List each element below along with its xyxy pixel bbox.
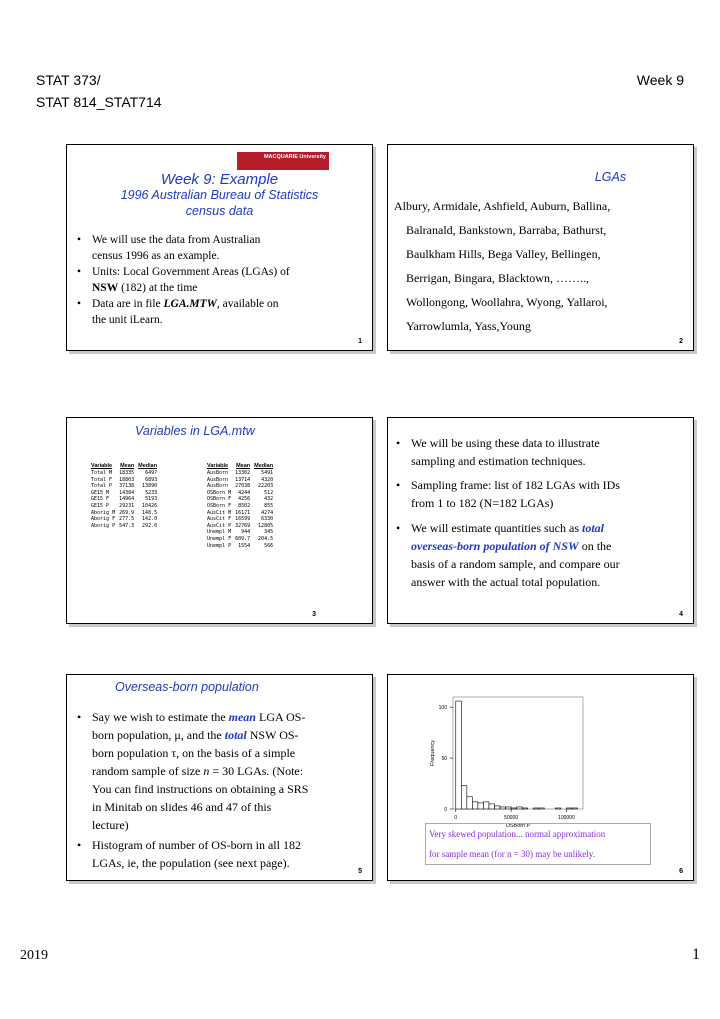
bullet-text: Units: Local Government Areas (LGAs) of bbox=[92, 266, 290, 278]
bullet-text: You can find instructions on obtaining a SRS bbox=[92, 782, 309, 796]
bullet-text: = 30 LGAs. (Note: bbox=[212, 764, 304, 778]
table-row bbox=[207, 503, 277, 510]
table-row bbox=[207, 516, 277, 523]
median-cell: 142.0 bbox=[142, 516, 158, 523]
table-row bbox=[207, 543, 277, 550]
total-emphasis: total bbox=[582, 521, 605, 535]
y-tick-label: 50 bbox=[441, 756, 447, 763]
table-row bbox=[91, 483, 161, 490]
bullet-text: on the bbox=[581, 539, 612, 553]
col-header: Median bbox=[138, 463, 158, 469]
median-cell: 292.0 bbox=[142, 522, 158, 529]
table-row bbox=[207, 523, 277, 530]
median-cell: 855 bbox=[264, 502, 274, 509]
mean-cell: 37138 bbox=[119, 483, 135, 490]
histogram-bar bbox=[472, 802, 478, 809]
x-axis-label: OSBorn P bbox=[505, 823, 531, 829]
median-cell: 6893 bbox=[145, 476, 158, 483]
histogram-bar bbox=[511, 808, 517, 809]
median-cell: 13890 bbox=[142, 483, 158, 490]
slide-4 bbox=[387, 417, 694, 624]
y-axis-label: Frequency bbox=[430, 740, 436, 766]
histogram-bar bbox=[566, 808, 572, 809]
median-cell: 345 bbox=[264, 529, 274, 536]
median-cell: 6497 bbox=[145, 470, 158, 476]
slide-2 bbox=[387, 144, 694, 351]
histogram-bar bbox=[506, 807, 512, 809]
mean-cell: 609.7 bbox=[235, 535, 251, 542]
y-tick-label: 0 bbox=[444, 807, 447, 813]
table-row bbox=[207, 496, 277, 503]
histogram-bar bbox=[461, 786, 467, 809]
slide-1-subtitle-line-2: census data bbox=[185, 204, 254, 218]
histogram-bar bbox=[555, 808, 561, 809]
col-header: Mean bbox=[120, 463, 135, 469]
lga-line: Berrigan, Bingara, Blacktown, …….., bbox=[406, 271, 589, 285]
mean-cell: 13302 bbox=[235, 470, 251, 476]
table-row bbox=[207, 536, 277, 543]
table-row bbox=[207, 470, 277, 477]
course-line-1: STAT 373/ bbox=[36, 72, 101, 88]
histogram-bar bbox=[494, 806, 500, 809]
footer-year: 2019 bbox=[20, 948, 48, 963]
mean-emphasis: mean bbox=[228, 710, 256, 724]
slide-3 bbox=[66, 417, 373, 624]
bullet-text: born population, μ, and the bbox=[92, 728, 222, 742]
mean-cell: 14384 bbox=[119, 489, 135, 496]
lga-line: Albury, Armidale, Ashfield, Auburn, Ballina, bbox=[394, 199, 611, 213]
bullet-text: Sampling frame: list of 182 LGAs with IDs bbox=[411, 478, 620, 492]
histogram-bar bbox=[517, 807, 523, 809]
bullet-text: in Minitab on slides 46 and 47 of this bbox=[92, 800, 272, 814]
mean-cell: 8502 bbox=[238, 502, 251, 509]
histogram-bar bbox=[478, 803, 484, 809]
mean-cell: 13714 bbox=[235, 476, 251, 483]
variable-cell: Unempl M bbox=[207, 529, 232, 536]
slide-4-bullet-1: • We will be using these data to illustrate sampling and estimation techniques. bbox=[396, 434, 691, 470]
median-cell: 512 bbox=[264, 489, 274, 496]
variable-cell: OSBorn M bbox=[207, 489, 232, 496]
histogram-bar bbox=[500, 807, 506, 809]
median-cell: 5491 bbox=[261, 470, 274, 476]
table-row bbox=[91, 510, 161, 517]
x-tick-label: 0 bbox=[454, 815, 458, 821]
median-cell: 148.5 bbox=[142, 509, 158, 516]
slide-5-bullet-2: • Histogram of number of OS-born in all 182 LGAs, ie, the population (see next page). bbox=[77, 836, 369, 872]
course-line-2: STAT 814_STAT714 bbox=[36, 94, 162, 110]
lga-line: Balranald, Bankstown, Barraba, Bathurst, bbox=[406, 223, 607, 237]
variable-cell: Unempl F bbox=[207, 535, 232, 542]
table-row bbox=[91, 477, 161, 484]
variable-cell: AusBorn bbox=[207, 483, 229, 490]
variable-cell: AusCit M bbox=[207, 509, 232, 516]
slide-1-title: Week 9: Example bbox=[160, 171, 279, 188]
bullet-text: LGAs, ie, the population (see next page). bbox=[92, 856, 290, 870]
variable-cell: Total P bbox=[91, 483, 113, 490]
slide-1-subtitle-line-1: 1996 Australian Bureau of Statistics bbox=[120, 188, 319, 202]
median-cell: 566 bbox=[264, 542, 274, 549]
variable-cell: OSBorn F bbox=[207, 496, 232, 503]
median-cell: 4320 bbox=[261, 476, 274, 483]
x-tick-label: 50000 bbox=[504, 815, 519, 821]
bullet-text: answer with the actual total population. bbox=[411, 575, 601, 589]
table-row bbox=[91, 496, 161, 503]
variable-cell: Aborig P bbox=[91, 522, 116, 529]
table-row bbox=[207, 529, 277, 536]
col-header: Mean bbox=[236, 463, 251, 469]
slide-1 bbox=[66, 144, 373, 351]
bullet-text: Histogram of number of OS-born in all 182 bbox=[92, 838, 301, 852]
col-header: Variable bbox=[207, 463, 229, 469]
variable-cell: GE15 F bbox=[91, 496, 110, 503]
table-row bbox=[91, 503, 161, 510]
slide-number: 2 bbox=[679, 338, 683, 345]
bullet-text: sampling and estimation techniques. bbox=[411, 454, 586, 468]
file-name: LGA.MTW bbox=[163, 298, 217, 310]
variable-cell: GE15 P bbox=[91, 502, 110, 509]
table-row bbox=[91, 523, 161, 530]
logo-text: MACQUARIE University bbox=[263, 154, 326, 160]
slide-1-bullet-1: • We will use the data from Australian census 1996 as an example. bbox=[77, 232, 367, 264]
mean-cell: 18803 bbox=[119, 476, 135, 483]
slide-2-title: LGAs bbox=[594, 170, 627, 184]
bullet-text: lecture) bbox=[92, 818, 129, 832]
median-cell: 6330 bbox=[261, 516, 274, 523]
slide-5 bbox=[66, 674, 373, 881]
lga-line: Baulkham Hills, Bega Valley, Bellingen, bbox=[406, 247, 601, 261]
variables-table-left bbox=[91, 463, 161, 529]
skew-note bbox=[425, 823, 651, 865]
mean-cell: 16599 bbox=[235, 516, 251, 523]
note-line-2: for sample mean (for n = 30) may be unlikely. bbox=[429, 849, 595, 859]
lga-line: Yarrowlumla, Yass,Young bbox=[406, 319, 531, 333]
bullet-text: the unit iLearn. bbox=[92, 314, 163, 326]
variable-cell: Aborig F bbox=[91, 516, 116, 523]
x-tick-label: 100000 bbox=[558, 815, 575, 821]
bullet-text: We will be using these data to illustrate bbox=[411, 436, 600, 450]
slide-1-bullet-2: • Units: Local Government Areas (LGAs) of NSW (182) at the time bbox=[77, 264, 367, 296]
variable-cell: Total F bbox=[91, 476, 113, 483]
mean-cell: 547.3 bbox=[119, 522, 135, 529]
variable-cell: Aborig M bbox=[91, 509, 116, 516]
slide-5-bullet-1: • Say we wish to estimate the mean LGA OS- born population, μ, and the total NSW OS- born population τ, on the basis of a simple random sample of size n = 30 LGAs. (Note: You can find instructions on obtaining a SRS in Minitab on slides 46 and 47 of this lecture) bbox=[77, 708, 369, 834]
histogram-bar bbox=[467, 797, 473, 809]
median-cell: 10426 bbox=[142, 502, 158, 509]
macquarie-logo bbox=[237, 152, 329, 170]
median-cell: 4274 bbox=[261, 509, 274, 516]
table-row bbox=[207, 490, 277, 497]
mean-cell: 269.9 bbox=[119, 509, 135, 516]
slide-number: 3 bbox=[312, 611, 316, 618]
median-cell: 22203 bbox=[258, 483, 274, 490]
week-label: Week 9 bbox=[636, 72, 684, 88]
histogram-bar bbox=[456, 701, 462, 809]
bullet-text: NSW OS- bbox=[249, 728, 299, 742]
bullet-text: Data are in file bbox=[92, 298, 161, 310]
median-cell: 432 bbox=[264, 496, 274, 503]
bullet-text: We will estimate quantities such as bbox=[411, 521, 579, 535]
slide-4-bullet-2: • Sampling frame: list of 182 LGAs with IDs from 1 to 182 (N=182 LGAs) bbox=[396, 476, 691, 512]
slide-number: 5 bbox=[358, 868, 362, 875]
n-italic: n bbox=[203, 764, 210, 778]
mean-cell: 27038 bbox=[235, 483, 251, 490]
histogram-bar bbox=[522, 808, 528, 809]
bullet-text: , available on bbox=[216, 298, 279, 310]
mean-cell: 1554 bbox=[238, 542, 251, 549]
slide-5-title: Overseas-born population bbox=[115, 680, 259, 694]
mean-cell: 14964 bbox=[119, 496, 135, 503]
median-cell: 12805 bbox=[258, 522, 274, 529]
bullet-text: census 1996 as an example. bbox=[92, 250, 220, 262]
bullet-text: (182) at the time bbox=[121, 282, 198, 294]
median-cell: 5193 bbox=[145, 496, 158, 503]
slide-number: 4 bbox=[679, 611, 683, 618]
lga-line: Wollongong, Woollahra, Wyong, Yallaroi, bbox=[406, 295, 608, 309]
variable-cell: Total M bbox=[91, 470, 113, 476]
y-tick-label: 100 bbox=[438, 705, 447, 712]
table-row bbox=[207, 483, 277, 490]
col-header: Median bbox=[254, 463, 274, 469]
lga-list bbox=[394, 194, 610, 338]
histogram-bar bbox=[572, 808, 578, 809]
nsw-bold: NSW bbox=[92, 282, 119, 294]
histogram-bar bbox=[533, 808, 539, 809]
slide-number: 1 bbox=[358, 338, 362, 345]
osborn-histogram bbox=[388, 675, 693, 835]
histogram-bar bbox=[539, 808, 545, 809]
bullet-text: LGA OS- bbox=[258, 710, 306, 724]
variable-cell: Unempl P bbox=[207, 542, 232, 549]
mean-cell: 277.5 bbox=[119, 516, 135, 523]
mean-cell: 29231 bbox=[119, 502, 135, 509]
mean-cell: 4244 bbox=[238, 489, 251, 496]
bullet-text: from 1 to 182 (N=182 LGAs) bbox=[411, 496, 554, 510]
footer-page: 1 bbox=[692, 946, 700, 963]
total-emphasis: total bbox=[224, 728, 247, 742]
plot-frame bbox=[453, 697, 583, 809]
table-row bbox=[91, 490, 161, 497]
slide-3-title: Variables in LGA.mtw bbox=[135, 424, 255, 438]
mean-cell: 4256 bbox=[238, 496, 251, 503]
course-code bbox=[36, 69, 162, 113]
mean-cell: 32769 bbox=[235, 522, 251, 529]
bullet-text: random sample of size bbox=[92, 764, 201, 778]
slide-6 bbox=[387, 674, 694, 881]
table-row bbox=[91, 516, 161, 523]
bullet-text: We will use the data from Australian bbox=[92, 234, 261, 246]
slide-number: 6 bbox=[679, 868, 683, 875]
variables-table-right bbox=[207, 463, 277, 549]
table-row bbox=[91, 470, 161, 477]
median-cell: 204.5 bbox=[258, 535, 274, 542]
bullet-text: basis of a random sample, and compare our bbox=[411, 557, 620, 571]
table-row bbox=[207, 477, 277, 484]
bullet-text: Say we wish to estimate the bbox=[92, 710, 226, 724]
median-cell: 5233 bbox=[145, 489, 158, 496]
mean-cell: 18335 bbox=[119, 470, 135, 476]
variable-cell: OSBorn F bbox=[207, 502, 232, 509]
slide-1-bullet-3: • Data are in file LGA.MTW, available on the unit iLearn. bbox=[77, 296, 367, 328]
histogram-bar bbox=[483, 802, 489, 809]
mean-cell: 16171 bbox=[235, 509, 251, 516]
histogram-bar bbox=[489, 804, 495, 809]
variable-cell: AusCit P bbox=[207, 522, 232, 529]
slide-4-bullet-3: • We will estimate quantities such as total overseas-born population of NSW on the basis of a random sample, and compare our answer with the actual total population. bbox=[396, 519, 691, 591]
note-line-1: Very skewed population... normal approximation bbox=[429, 829, 606, 839]
table-row bbox=[207, 510, 277, 517]
variable-cell: AusBorn bbox=[207, 476, 229, 483]
col-header: Variable bbox=[91, 463, 113, 469]
osborn-emphasis: overseas-born population of NSW bbox=[411, 539, 579, 553]
mean-cell: 944 bbox=[241, 529, 251, 536]
variable-cell: AusCit F bbox=[207, 516, 232, 523]
variable-cell: GE15 M bbox=[91, 489, 110, 496]
bullet-text: born population τ, on the basis of a simple bbox=[92, 746, 296, 760]
variable-cell: AusBorn bbox=[207, 470, 229, 476]
